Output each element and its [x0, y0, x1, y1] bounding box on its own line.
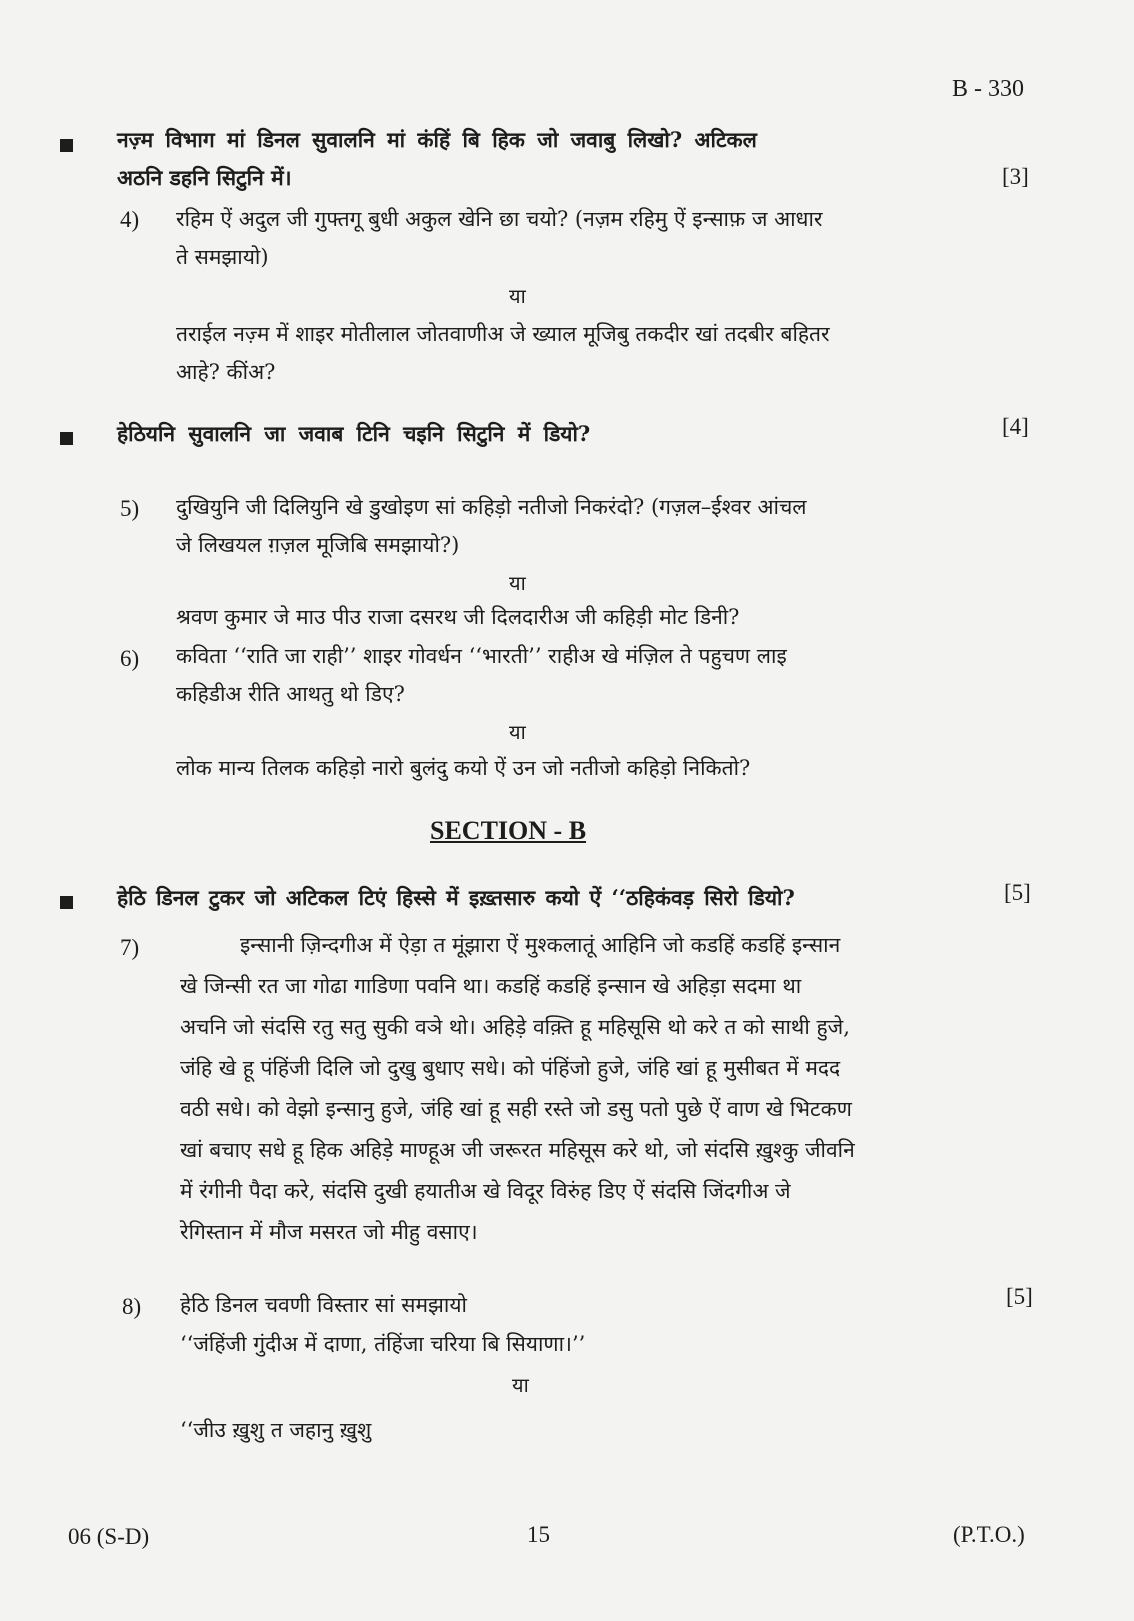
group1-marks: [3]	[1002, 164, 1029, 189]
bullet-icon	[60, 432, 73, 445]
section-b-heading: हेठि डिनल टुकर जो अटिकल टिएं हिस्से में इख़्तसारु कयो ऐं ‘‘ठहिकंवड़ सिरो डियो?	[117, 885, 795, 910]
q4-line2: ते समझायो)	[176, 245, 269, 269]
q4-or: या	[509, 284, 526, 308]
q5-or: या	[509, 571, 526, 595]
q5-alt-line1: श्रवण कुमार जे माउ पीउ राजा दसरथ जी दिलदारीअ जी कहिड़ी मोट डिनी?	[176, 605, 740, 629]
q7-line: रेगिस्तान में मौज मसरत जो मीहु वसाए।	[180, 1220, 478, 1244]
q6-alt-line1: लोक मान्य तिलक कहिड़ो नारो बुलंदु कयो ऐं उन जो नतीजो कहिड़ो निकितो?	[176, 756, 751, 780]
q6-number: 6)	[120, 646, 140, 671]
q7-number: 7)	[120, 935, 140, 960]
group2-heading: हेठियनि सुवालनि जा जवाब टिनि चइनि सिटुनि में डियो?	[117, 421, 591, 446]
page-number: 15	[527, 1522, 550, 1547]
q6-or: या	[509, 720, 526, 744]
group1-heading-line1: नज़्म विभाग मां डिनल सुवालनि मां कंहिं बि हिक जो जवाबु लिखो? अटिकल	[117, 127, 757, 152]
group1-heading-line2: अठनि डहनि सिटुनि में।	[117, 165, 292, 190]
q5-number: 5)	[120, 496, 140, 521]
q8-number: 8)	[122, 1294, 142, 1319]
q8-or: या	[512, 1373, 529, 1397]
q6-line2: कहिडीअ रीति आथतु थो डिए?	[176, 682, 405, 706]
q5-line2: जे लिखयल ग़ज़ल मूजिबि समझायो?)	[176, 533, 460, 557]
group2-marks: [4]	[1002, 414, 1029, 439]
bullet-icon	[60, 896, 73, 909]
q6-line1: कविता ‘‘राति जा राही’’ शाइर गोवर्धन ‘‘भारती’’ राहीअ खे मंज़िल ते पहुचण लाइ	[176, 644, 787, 668]
q7-line: वठी सधे। को वेझो इन्सानु हुजे, जंहि खां हू सही रस्ते जो डसु पतो पुछे ऐं वाण खे भिटकण	[180, 1097, 852, 1121]
q5-line1: दुखियुनि जी दिलियुनि खे डुखोइण सां कहिड़ो नतीजो निकरंदो? (गज़ल–ईश्वर आंचल	[176, 495, 807, 519]
q8-marks: [5]	[1006, 1284, 1033, 1309]
q4-line1: रहिम ऐं अदुल जी गुफ्तगू बुधी अकुल खेनि छा चयो? (नज़म रहिमु ऐं इन्साफ़ ज आधार	[176, 207, 823, 231]
q7-line: इन्सानी ज़िन्दगीअ में ऐड़ा त मूंझारा ऐं मुश्कलातूं आहिनि जो कडहिं कडहिं इन्सान	[240, 933, 841, 957]
q7-line: में रंगीनी पैदा करे, संदसि दुखी हयातीअ खे विदूर विरुंह डिए ऐं संदसि जिंदगीअ जे	[180, 1179, 791, 1203]
pto-label: (P.T.O.)	[953, 1522, 1025, 1547]
bullet-icon	[60, 139, 73, 152]
q4-number: 4)	[120, 207, 140, 232]
q7-line: अचनि जो संदसि रतु सतु सुकी वञे थो। अहिड़े वक़्ति हू महिसूसि थो करे त को साथी हुजे,	[180, 1015, 850, 1039]
q4-alt-line1: तराईल नज़्म में शाइर मोतीलाल जोतवाणीअ जे ख्याल मूजिबु तकदीर खां तदबीर बहितर	[176, 322, 830, 346]
q8-line1: हेठि डिनल चवणी विस्तार सां समझायो	[180, 1293, 467, 1317]
q8-quote2: ‘‘जीउ ख़ुशु त जहानु ख़ुशु	[180, 1418, 372, 1442]
footer-code: 06 (S-D)	[68, 1524, 150, 1549]
q7-line: जंहि खे हू पंहिंजी दिलि जो दुखु बुधाए सधे। को पंहिंजो हुजे, जंहि खां हू मुसीबत में मदद	[180, 1056, 841, 1080]
section-b-title: SECTION - B	[430, 816, 587, 845]
q8-quote1: ‘‘जंहिंजी गुंदीअ में दाणा, तंहिंजा चरिया बि सियाणा।’’	[180, 1332, 586, 1356]
q4-alt-line2: आहे? कींअ?	[176, 360, 276, 384]
paper-code: B - 330	[952, 76, 1024, 102]
q7-line: खां बचाए सधे हू हिक अहिड़े माण्हूअ जी जरूरत महिसूस करे थो, जो संदसि ख़ुश्कु जीवनि	[180, 1138, 855, 1162]
section-b-marks: [5]	[1004, 880, 1031, 905]
q7-line: खे जिन्सी रत जा गोढा गाडिणा पवनि था। कडहिं कडहिं इन्सान खे अहिड़ा सदमा था	[180, 974, 802, 998]
